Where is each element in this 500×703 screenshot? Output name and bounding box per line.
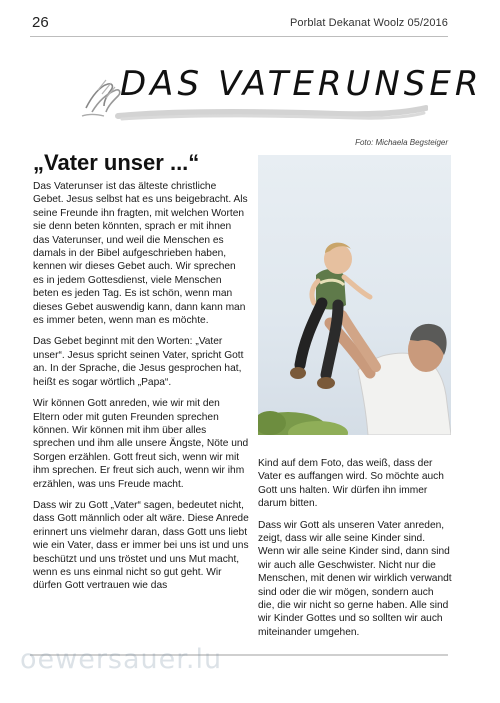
article-title: „Vater unser ...“ — [33, 150, 200, 175]
paragraph: Das Vaterunser ist das älteste christliche Gebet. Jesus selbst hat es uns beigebracht. Als seine Freunde ihn fragten, mit welchen Worten sie denn beten könnten, sprach er mit ihnen das Vaterunser, und weil die Menschen es damals in der Bibel aufgeschrieben haben, kennen wir dieses Gebet auch. Wir sprechen es in jedem Gottesdienst, viele Menschen beten es jeden Tag. Es ist schön, wenn man dieses Gebet auswendig kann, dann kann man es immer beten, wenn man es möchte. — [33, 181, 248, 327]
father-child-photo — [258, 155, 451, 435]
paragraph: Das Gebet beginnt mit den Worten: „Vater unser“. Jesus spricht seinen Vater, spricht Gott an. In der Sprache, die Jesus gesprochen hat, heißt es sogar wörtlich „Papa“. — [33, 336, 244, 388]
paragraph: Wir können Gott anreden, wie wir mit den Eltern oder mit guten Freunden sprechen können. Wir können mit ihm über alles sprechen und ihm alle unsere Ängste, Nöte und Sorgen erzählen. Gott freut sich, wenn wir mit ihm sprechen. Er freut sich auch, wenn wir ihm erzählen, was uns Freude macht. — [33, 398, 249, 490]
section-banner — [78, 56, 483, 128]
paragraph: Dass wir Gott als unseren Vater anreden, zeigt, dass wir alle seine Kinder sind. Wenn wir alle seine Kinder sind, dann sind wir auch alle Geschwister. Nicht nur die Menschen, mit denen wir wirklich verwandt sind oder die wir mögen, sondern auch die, die wir nicht so gerne haben. Alle sind wir Kinder Gottes und so sollten wir auch miteinander umgehen. — [258, 519, 452, 638]
article-right-column — [258, 457, 452, 647]
article-left-column — [33, 180, 249, 601]
publication-header: Porblat Dekanat Woolz 05/2016 — [289, 17, 448, 29]
banner-title: DAS VATERUNSER — [120, 64, 483, 104]
watermark: oewersauer.lu — [20, 644, 223, 675]
photo-credit: Foto: Michaela Begsteiger — [355, 138, 448, 147]
paragraph: Kind auf dem Foto, das weiß, dass der Vater es auffangen wird. So möchte auch Gott uns halten. Wir dürfen ihn immer darum bitten. — [258, 458, 444, 510]
article-photo — [258, 155, 451, 435]
page-number: 26 — [32, 14, 49, 31]
paragraph: Dass wir zu Gott „Vater“ sagen, bedeutet nicht, dass Gott männlich oder alt wäre. Diese Anrede erinnert uns vielmehr daran, dass Gott uns liebt wie ein Vater, dass er immer bei uns ist und uns beschützt und uns tröstet und uns Mut macht, wenn es uns einmal nicht so gut geht. Wir dürfen Gott vertrauen wie das — [33, 499, 249, 592]
top-divider — [30, 36, 448, 37]
